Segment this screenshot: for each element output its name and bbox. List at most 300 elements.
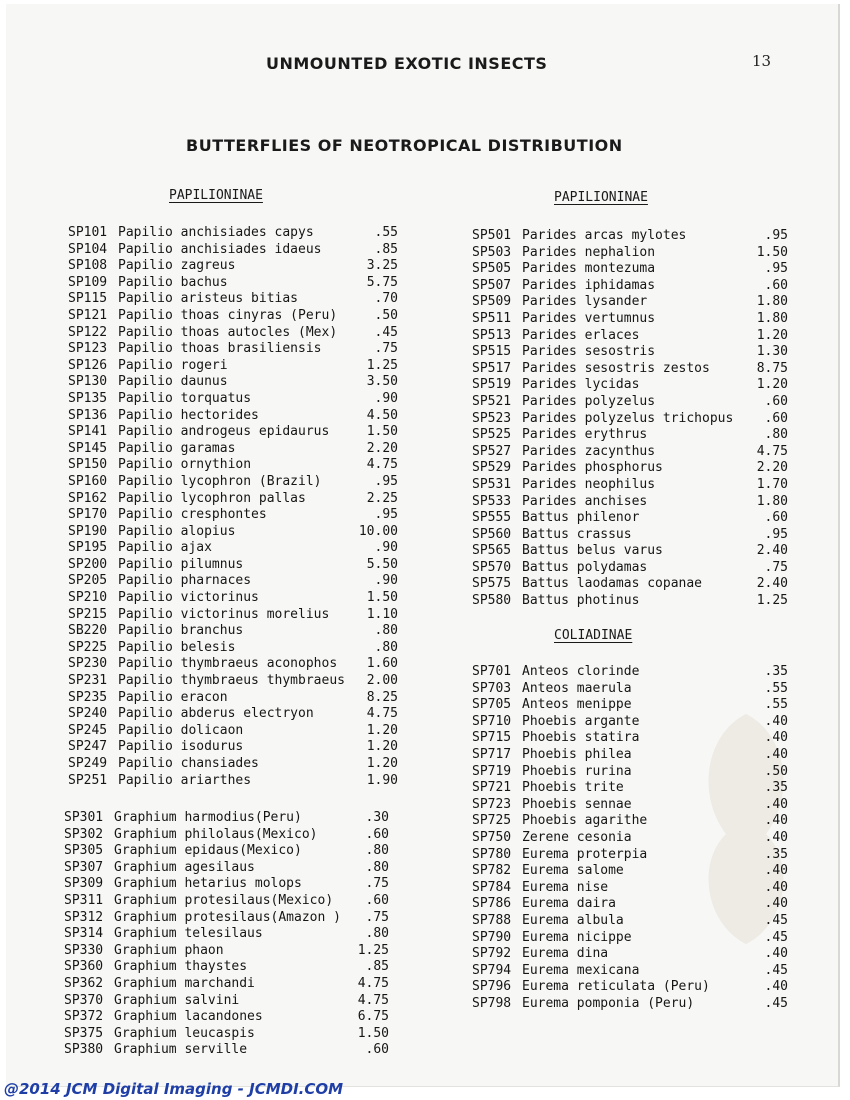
list-item [472, 963, 788, 980]
item-name: Graphium protesilaus(Mexico) [114, 892, 334, 908]
item-price: .55 [764, 680, 788, 696]
item-code: SP108 [68, 258, 108, 274]
item-name: Anteos clorinde [522, 664, 640, 679]
item-price: .35 [764, 664, 788, 679]
item-code: SP511 [472, 310, 512, 326]
item-code: SP507 [472, 277, 512, 293]
item-code: SP705 [472, 697, 512, 713]
item-code: SP710 [472, 713, 512, 729]
item-price: .90 [374, 390, 398, 406]
item-name: Graphium serville [114, 1042, 248, 1058]
list-item [472, 228, 788, 245]
item-code: SP162 [68, 490, 108, 506]
item-code: SP715 [472, 730, 512, 746]
item-code: SP513 [472, 327, 512, 343]
item-name: Phoebis argante [522, 713, 640, 729]
list-item [68, 341, 398, 358]
item-name: Papilio victorinus [118, 590, 259, 606]
item-price: 1.20 [366, 756, 398, 771]
item-price: .90 [374, 540, 398, 556]
list-item [68, 557, 398, 574]
item-code: SP786 [472, 896, 512, 912]
item-name: Papilio isodurus [118, 739, 244, 755]
list-item [472, 361, 788, 378]
item-price: .40 [764, 829, 788, 845]
item-price: .40 [764, 796, 788, 812]
item-name: Parides erlaces [522, 327, 640, 343]
item-code: SP115 [68, 291, 108, 307]
item-code: SP301 [64, 810, 104, 825]
item-name: Papilio lycophron pallas [118, 490, 306, 506]
item-code: SP515 [472, 344, 512, 360]
item-price: 1.50 [366, 590, 398, 606]
item-name: Parides arcas mylotes [522, 228, 687, 243]
list-item [472, 847, 788, 864]
graphium-list [64, 810, 389, 1059]
list-item [68, 291, 398, 308]
item-price: 5.50 [366, 556, 398, 572]
item-code: SP784 [472, 879, 512, 895]
item-price: .80 [365, 926, 389, 942]
item-price: 3.25 [366, 258, 398, 274]
list-item [472, 427, 788, 444]
list-item [472, 697, 788, 714]
item-price: .45 [764, 995, 788, 1011]
item-price: 1.20 [756, 327, 788, 343]
list-item [68, 391, 398, 408]
item-name: Papilio anchisiades capys [118, 225, 314, 240]
item-name: Graphium philolaus(Mexico) [114, 826, 318, 842]
papilio-list [68, 225, 398, 789]
item-price: 3.50 [366, 374, 398, 390]
item-name: Parides erythrus [522, 427, 648, 443]
list-item [68, 656, 398, 673]
item-code: SP372 [64, 1009, 104, 1025]
list-item [472, 863, 788, 880]
item-name: Papilio thymbraeus aconophos [118, 656, 338, 672]
item-code: SP312 [64, 909, 104, 925]
item-code: SP307 [64, 859, 104, 875]
item-code: SP235 [68, 689, 108, 705]
item-name: Graphium protesilaus(Amazon ) [114, 909, 341, 925]
item-name: Parides lysander [522, 294, 648, 310]
item-code: SP195 [68, 540, 108, 556]
page-subheading: BUTTERFLIES OF NEOTROPICAL DISTRIBUTION [186, 136, 623, 155]
list-item [68, 607, 398, 624]
list-item [472, 394, 788, 411]
papilioninae-right-title: PAPILIONINAE [554, 190, 648, 205]
list-item [68, 225, 398, 242]
list-item [472, 593, 788, 610]
item-code: SP109 [68, 274, 108, 290]
item-price: 2.40 [756, 576, 788, 592]
item-name: Papilio belesis [118, 639, 236, 655]
item-name: Phoebis agarithe [522, 813, 648, 829]
item-price: .85 [374, 241, 398, 257]
item-name: Parides montezuma [522, 261, 656, 277]
item-price: .95 [764, 261, 788, 277]
item-code: SP519 [472, 377, 512, 393]
item-code: SP314 [64, 926, 104, 942]
item-price: .40 [764, 813, 788, 829]
item-name: Parides anchises [522, 493, 648, 509]
item-name: Parides lycidas [522, 377, 640, 393]
item-name: Eurema proterpia [522, 846, 648, 862]
list-item [64, 810, 389, 827]
item-name: Parides neophilus [522, 476, 656, 492]
item-name: Papilio branchus [118, 623, 244, 639]
list-item [68, 374, 398, 391]
list-item [68, 507, 398, 524]
list-item [472, 930, 788, 947]
item-code: SP121 [68, 307, 108, 323]
item-name: Papilio torquatus [118, 390, 252, 406]
item-code: SP780 [472, 846, 512, 862]
item-name: Eurema salome [522, 863, 624, 879]
item-name: Graphium salvini [114, 992, 240, 1008]
list-item [64, 1042, 389, 1059]
item-code: SP796 [472, 979, 512, 995]
item-name: Parides vertumnus [522, 310, 656, 326]
item-name: Graphium agesilaus [114, 859, 255, 875]
item-price: .95 [764, 526, 788, 542]
list-item [64, 843, 389, 860]
item-price: 2.25 [366, 490, 398, 506]
item-code: SP141 [68, 424, 108, 440]
item-price: .40 [764, 896, 788, 912]
list-item [68, 358, 398, 375]
item-name: Battus polydamas [522, 559, 648, 575]
list-item [64, 1009, 389, 1026]
item-price: 4.75 [357, 992, 389, 1008]
item-name: Eurema daira [522, 896, 616, 912]
item-code: SP570 [472, 559, 512, 575]
item-code: SP302 [64, 826, 104, 842]
item-name: Papilio aristeus bitias [118, 291, 299, 307]
item-name: Parides zacynthus [522, 443, 656, 459]
list-item [472, 344, 788, 361]
list-item [472, 411, 788, 428]
item-price: 2.40 [756, 543, 788, 559]
list-item [472, 830, 788, 847]
item-price: 1.10 [366, 606, 398, 622]
item-name: Papilio thoas cinyras (Peru) [118, 307, 338, 323]
item-price: 4.75 [366, 706, 398, 722]
item-name: Papilio zagreus [118, 258, 236, 274]
list-item [472, 543, 788, 560]
item-name: Papilio hectorides [118, 407, 259, 423]
item-code: SP527 [472, 443, 512, 459]
list-item [64, 993, 389, 1010]
item-code: SP525 [472, 427, 512, 443]
list-item [472, 979, 788, 996]
list-item [68, 723, 398, 740]
copyright-watermark: @2014 JCM Digital Imaging - JCMDI.COM [4, 1080, 344, 1098]
item-price: .75 [374, 341, 398, 357]
item-name: Parides phosphorus [522, 460, 663, 476]
item-name: Phoebis rurina [522, 763, 632, 779]
item-code: SP375 [64, 1025, 104, 1041]
list-item [472, 664, 788, 681]
item-name: Parides polyzelus trichopus [522, 410, 734, 426]
item-price: .60 [365, 826, 389, 842]
item-name: Papilio pharnaces [118, 573, 252, 589]
item-price: 4.75 [756, 443, 788, 459]
item-code: SP136 [68, 407, 108, 423]
item-name: Graphium leucaspis [114, 1025, 255, 1041]
item-name: Eurema nicippe [522, 929, 632, 945]
item-name: Papilio dolicaon [118, 722, 244, 738]
item-name: Parides sesostris zestos [522, 360, 710, 376]
list-item [68, 673, 398, 690]
item-code: SP215 [68, 606, 108, 622]
item-price: 6.75 [357, 1009, 389, 1025]
item-code: SP521 [472, 393, 512, 409]
item-price: .95 [374, 473, 398, 489]
list-item [64, 860, 389, 877]
list-item [68, 640, 398, 657]
item-name: Papilio thymbraeus thymbraeus [118, 673, 345, 689]
item-price: .30 [365, 810, 389, 825]
list-item [68, 424, 398, 441]
list-item [68, 457, 398, 474]
page-heading: UNMOUNTED EXOTIC INSECTS [266, 54, 548, 73]
list-item [68, 258, 398, 275]
item-price: 4.75 [357, 975, 389, 991]
item-price: 1.20 [756, 377, 788, 393]
item-name: Papilio pilumnus [118, 556, 244, 572]
list-item [472, 896, 788, 913]
item-code: SP794 [472, 962, 512, 978]
papilioninae-left-title: PAPILIONINAE [169, 188, 263, 203]
list-item [472, 946, 788, 963]
item-code: SP701 [472, 664, 512, 679]
item-price: 1.25 [756, 593, 788, 609]
item-code: SP360 [64, 959, 104, 975]
list-item [64, 910, 389, 927]
item-price: .60 [365, 1042, 389, 1058]
list-item [68, 325, 398, 342]
item-price: 1.70 [756, 476, 788, 492]
list-item [68, 773, 398, 790]
item-name: Papilio bachus [118, 274, 228, 290]
item-name: Parides nephalion [522, 244, 656, 260]
item-price: 1.25 [357, 942, 389, 958]
item-code: SP330 [64, 942, 104, 958]
item-code: SP251 [68, 772, 108, 788]
item-price: 1.90 [366, 772, 398, 788]
item-price: .50 [374, 307, 398, 323]
list-item [64, 893, 389, 910]
item-price: .45 [374, 324, 398, 340]
item-name: Papilio garamas [118, 440, 236, 456]
item-name: Graphium harmodius(Peru) [114, 810, 302, 825]
list-item [472, 328, 788, 345]
item-name: Papilio thoas brasiliensis [118, 341, 322, 357]
item-code: SP580 [472, 593, 512, 609]
item-name: Papilio alopius [118, 523, 236, 539]
list-item [472, 780, 788, 797]
item-name: Graphium hetarius molops [114, 876, 302, 892]
item-price: .75 [365, 909, 389, 925]
item-name: Eurema reticulata (Peru) [522, 979, 710, 995]
item-code: SP200 [68, 556, 108, 572]
item-name: Graphium phaon [114, 942, 224, 958]
item-name: Phoebis statira [522, 730, 640, 746]
item-price: .55 [374, 225, 398, 240]
item-name: Battus photinus [522, 593, 640, 609]
item-code: SP523 [472, 410, 512, 426]
item-name: Papilio chansiades [118, 756, 259, 771]
list-item [68, 739, 398, 756]
item-price: 4.50 [366, 407, 398, 423]
list-item [472, 913, 788, 930]
item-name: Papilio thoas autocles (Mex) [118, 324, 338, 340]
item-price: 10.00 [358, 523, 398, 539]
list-item [472, 294, 788, 311]
list-item [472, 681, 788, 698]
item-code: SP790 [472, 929, 512, 945]
item-price: .90 [374, 573, 398, 589]
list-item [472, 245, 788, 262]
item-name: Phoebis sennae [522, 796, 632, 812]
item-price: 1.50 [366, 424, 398, 440]
item-code: SP123 [68, 341, 108, 357]
list-item [472, 764, 788, 781]
item-price: .45 [764, 962, 788, 978]
item-code: SP719 [472, 763, 512, 779]
item-code: SP122 [68, 324, 108, 340]
list-item [68, 242, 398, 259]
item-code: SP130 [68, 374, 108, 390]
list-item [64, 976, 389, 993]
item-name: Graphium epidaus(Mexico) [114, 843, 302, 859]
item-price: .40 [764, 979, 788, 995]
list-item [472, 261, 788, 278]
item-code: SP531 [472, 476, 512, 492]
item-code: SP135 [68, 390, 108, 406]
item-price: .75 [764, 559, 788, 575]
item-price: .95 [374, 507, 398, 523]
item-price: 1.60 [366, 656, 398, 672]
item-name: Parides sesostris [522, 344, 656, 360]
item-code: SP247 [68, 739, 108, 755]
item-price: .55 [764, 697, 788, 713]
list-item [68, 474, 398, 491]
item-code: SP565 [472, 543, 512, 559]
item-price: 1.80 [756, 294, 788, 310]
list-item [472, 560, 788, 577]
list-item [472, 576, 788, 593]
item-code: SP190 [68, 523, 108, 539]
item-price: .80 [365, 859, 389, 875]
item-price: .45 [764, 912, 788, 928]
item-price: .35 [764, 846, 788, 862]
item-name: Anteos menippe [522, 697, 632, 713]
item-code: SP245 [68, 722, 108, 738]
list-item [472, 278, 788, 295]
coliadinae-list [472, 664, 788, 1012]
item-code: SP205 [68, 573, 108, 589]
item-price: 1.20 [366, 739, 398, 755]
list-item [472, 880, 788, 897]
item-code: SP723 [472, 796, 512, 812]
item-code: SP126 [68, 357, 108, 373]
item-name: Papilio ariarthes [118, 772, 252, 788]
item-price: .40 [764, 863, 788, 879]
item-price: 4.75 [366, 457, 398, 473]
item-name: Papilio cresphontes [118, 507, 267, 523]
item-code: SP249 [68, 756, 108, 771]
item-code: SP305 [64, 843, 104, 859]
item-name: Battus belus varus [522, 543, 663, 559]
coliadinae-title: COLIADINAE [554, 628, 633, 643]
item-price: .80 [374, 623, 398, 639]
item-name: Papilio eracon [118, 689, 228, 705]
list-item [64, 876, 389, 893]
item-price: 1.50 [357, 1025, 389, 1041]
list-item [68, 706, 398, 723]
list-item [472, 494, 788, 511]
item-price: 2.00 [366, 673, 398, 689]
list-item [472, 444, 788, 461]
item-price: 1.20 [366, 722, 398, 738]
item-name: Eurema mexicana [522, 962, 640, 978]
item-price: .35 [764, 780, 788, 796]
item-code: SP575 [472, 576, 512, 592]
item-price: 1.50 [756, 244, 788, 260]
list-item [68, 491, 398, 508]
item-name: Parides iphidamas [522, 277, 656, 293]
item-code: SP231 [68, 673, 108, 689]
item-price: .40 [764, 746, 788, 762]
item-price: .80 [764, 427, 788, 443]
list-item [68, 524, 398, 541]
item-price: 5.75 [366, 274, 398, 290]
item-code: SP150 [68, 457, 108, 473]
list-item [68, 275, 398, 292]
item-code: SP782 [472, 863, 512, 879]
item-price: .70 [374, 291, 398, 307]
item-name: Papilio androgeus epidaurus [118, 424, 330, 440]
item-name: Battus laodamas copanae [522, 576, 703, 592]
parides-list [472, 228, 788, 610]
list-item [472, 730, 788, 747]
list-item [68, 690, 398, 707]
item-name: Papilio ornythion [118, 457, 252, 473]
item-price: .85 [365, 959, 389, 975]
item-code: SP160 [68, 473, 108, 489]
list-item [68, 756, 398, 773]
item-name: Battus crassus [522, 526, 632, 542]
item-price: 1.30 [756, 344, 788, 360]
item-name: Parides polyzelus [522, 393, 656, 409]
list-item [472, 460, 788, 477]
item-code: SP501 [472, 228, 512, 243]
item-price: 1.25 [366, 357, 398, 373]
item-name: Eurema albula [522, 912, 624, 928]
item-code: SP717 [472, 746, 512, 762]
catalog-page [6, 4, 840, 1087]
item-price: .60 [365, 892, 389, 908]
item-code: SP750 [472, 829, 512, 845]
item-price: .40 [764, 946, 788, 962]
item-code: SP311 [64, 892, 104, 908]
item-price: .40 [764, 730, 788, 746]
item-price: 2.20 [366, 440, 398, 456]
item-name: Zerene cesonia [522, 829, 632, 845]
item-name: Eurema dina [522, 946, 609, 962]
